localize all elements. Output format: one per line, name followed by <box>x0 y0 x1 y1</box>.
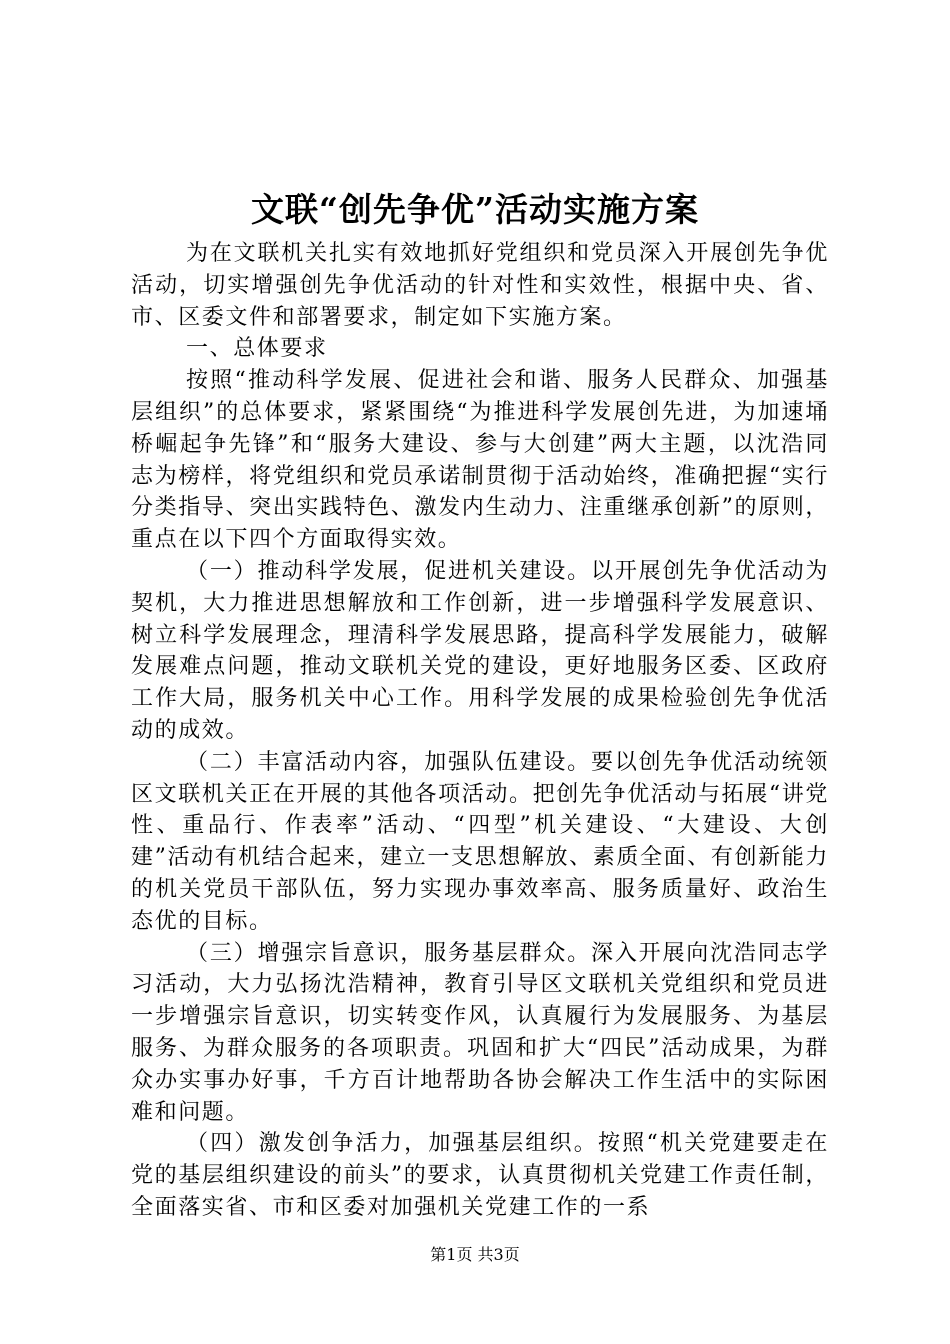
paragraph-general-requirements: 按照“推动科学发展、促进社会和谐、服务人民群众、加强基层组织”的总体要求，紧紧围绕“为推进科学发展创先进，为加速埇桥崛起争先锋”和“服务大建设、参与大创建”两大主题，以沈浩同志为榜样，将党组织和党员承诺制贯彻于活动始终，准确把握“实行分类指导、突出实践特色、激发内生动力、注重继承创新”的原则，重点在以下四个方面取得实效。 <box>131 368 829 553</box>
paragraph-item-4: （四）激发创争活力，加强基层组织。按照“机关党建要走在党的基层组织建设的前头”的要求，认真贯彻机关党建工作责任制，全面落实省、市和区委对加强机关党建工作的一系 <box>131 1131 829 1220</box>
section-heading-general-requirements: 一、总体要求 <box>186 336 328 362</box>
paragraph-intro: 为在文联机关扎实有效地抓好党组织和党员深入开展创先争优活动，切实增强创先争优活动的针对性和实效性，根据中央、省、市、区委文件和部署要求，制定如下实施方案。 <box>131 241 829 330</box>
page-footer: 第1页 共3页 <box>430 1245 520 1264</box>
paragraph-item-1: （一）推动科学发展，促进机关建设。以开展创先争优活动为契机，大力推进思想解放和工作创新，进一步增强科学发展意识、树立科学发展理念，理清科学发展思路，提高科学发展能力，破解发展难点问题，推动文联机关党的建设，更好地服务区委、区政府工作大局，服务机关中心工作。用科学发展的成果检验创先争优活动的成效。 <box>131 558 829 743</box>
paragraph-item-3: （三）增强宗旨意识，服务基层群众。深入开展向沈浩同志学习活动，大力弘扬沈浩精神，教育引导区文联机关党组织和党员进一步增强宗旨意识，切实转变作风，认真履行为发展服务、为基层服务、为群众服务的各项职责。巩固和扩大“四民”活动成果，为群众办实事办好事，千方百计地帮助各协会解决工作生活中的实际困难和问题。 <box>131 940 829 1125</box>
document-title: 文联“创先争优”活动实施方案 <box>251 190 699 229</box>
paragraph-item-2: （二）丰富活动内容，加强队伍建设。要以创先争优活动统领区文联机关正在开展的其他各项活动。把创先争优活动与拓展“讲党性、重品行、作表率”活动、“四型”机关建设、“大建设、大创建”活动有机结合起来，建立一支思想解放、素质全面、有创新能力的机关党员干部队伍，努力实现办事效率高、服务质量好、政治生态优的目标。 <box>131 749 829 934</box>
document-body <box>131 238 829 1224</box>
